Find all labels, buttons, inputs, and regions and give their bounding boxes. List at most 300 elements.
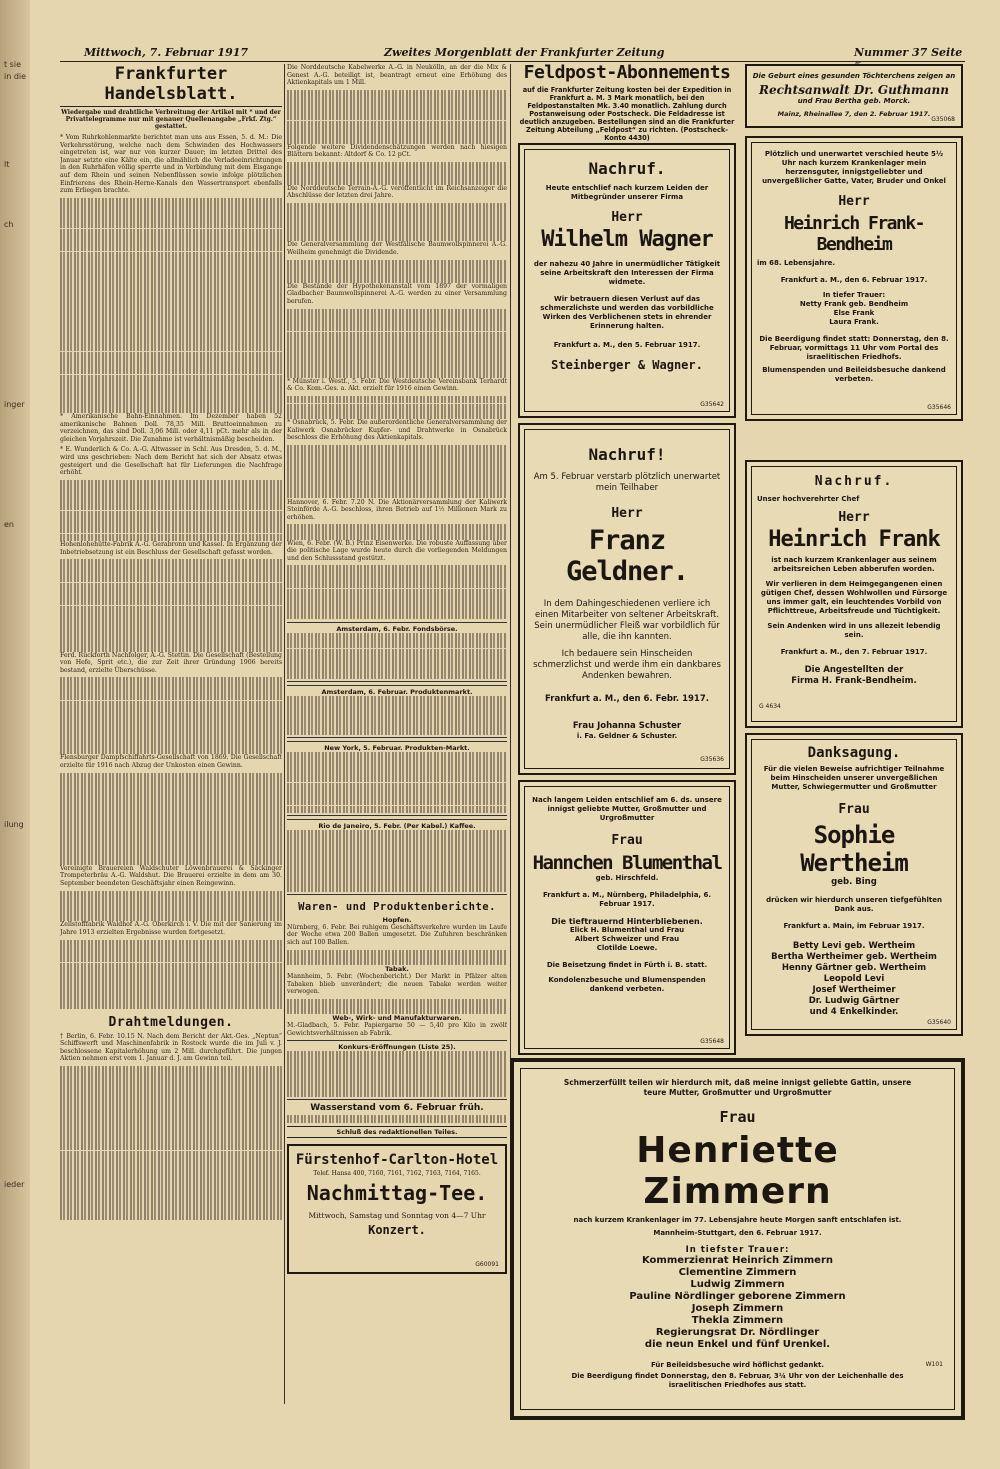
table-lines — [287, 712, 507, 720]
table-lines — [287, 641, 507, 649]
schluss-redaktion: Schluß des redaktionellen Teiles. — [287, 1126, 507, 1138]
guthmann-place: Mainz, Rheinallee 7, den 2. Februar 1917. — [777, 110, 931, 118]
table-lines — [287, 1067, 507, 1075]
article-kabelwerke: Die Norddeutsche Kabelwerke A.-G. in Neukölln, an der die Mix & Genest A.-G. beteiligt ist, beantragt erneut eine Erhöhung des Aktienkapitals um 1 Mill. — [287, 64, 507, 87]
text-lines — [60, 503, 282, 511]
wasserstand-title: Wasserstand vom 6. Februar früh. — [310, 1103, 484, 1114]
table-lines — [287, 884, 507, 892]
zimmern-mourner: Thekla Zimmern — [691, 1315, 784, 1326]
text-lines — [287, 483, 507, 491]
ad-feldpost — [518, 62, 736, 142]
bendheim-funeral: Die Beerdigung findet statt: Donnerstag, den 8. Februar, vormittags 11 Uhr vom Portal des israelitischen Friedhofs. — [759, 335, 949, 361]
text-lines — [60, 511, 282, 519]
article-hannover: Hannover, 6. Febr. 7.20 N. Die Aktionärversammlung der Kaliwerk Steinförde A.-G. beschloss, ihren Betrieb auf 1½ Millionen Mark zu erhöhen. — [287, 498, 507, 521]
table-lines — [287, 1074, 507, 1082]
text-lines — [287, 589, 507, 597]
wagner-place: Frankfurt a. M., den 5. Februar 1917. — [553, 341, 701, 349]
table-title: Rio de Janeiro, 5. Febr. (Per Kabel.) Kaffee. — [318, 822, 476, 831]
text-lines — [60, 606, 282, 614]
table-lines — [287, 752, 507, 760]
zimmern-mourner: Regierungsrat Dr. Nördlinger — [655, 1327, 820, 1338]
geldner-place: Frankfurt a. M., den 6. Febr. 1917. — [545, 694, 709, 704]
table-lines — [287, 783, 507, 791]
article-terrain: Die Norddeutsche Terrain-A.-G. veröffentlicht im Reichsanzeiger die Abschlüsse der letzten drei Jahre. — [287, 184, 507, 200]
frank-body2: Wir verlieren in dem Heimgegangenen einen gütigen Chef, dessen Wohlwollen und Fürsorge uns immer galt, ein leuchtendes Vorbild von Pflichttreue, Arbeitsfreude und Tüchtigkeit. — [760, 580, 948, 615]
wertheim-mourner: Dr. Ludwig Gärtner — [808, 996, 900, 1006]
text-lines — [287, 97, 507, 105]
bendheim-mourn-head: In tiefer Trauer: — [822, 291, 886, 299]
table-amsterdam-produkten — [287, 685, 507, 737]
header-date: Mittwoch, 7. Februar 1917 — [84, 46, 249, 59]
text-lines — [60, 375, 282, 383]
wagner-body: der nahezu 40 Jahre in unermüdlicher Tätigkeit seine Arbeitskraft den Interessen der Firma widmete. — [533, 260, 721, 286]
table-lines — [287, 869, 507, 877]
zimmern-ref: W101 — [925, 1361, 943, 1368]
text-lines — [60, 198, 282, 206]
text-lines — [287, 226, 507, 234]
guthmann-line1: Die Geburt eines gesunden Töchterchens zeigen an — [752, 72, 956, 80]
text-lines — [60, 629, 282, 637]
text-lines — [60, 559, 282, 567]
text-lines — [287, 339, 507, 347]
table-konkurs — [287, 1040, 507, 1100]
text-lines — [60, 236, 282, 244]
text-lines — [60, 313, 282, 321]
text-lines — [287, 121, 507, 129]
wagner-intro: Heute entschlief nach kurzem Leiden der Mitbegründer unserer Firma — [545, 184, 709, 201]
guthmann-name: Rechtsanwalt Dr. Guthmann — [759, 83, 949, 97]
text-lines — [287, 316, 507, 324]
text-lines — [60, 205, 282, 213]
table-lines — [287, 759, 507, 767]
text-lines — [60, 677, 282, 685]
column-handelsblatt — [60, 64, 282, 1404]
article-osnabrueck: * Osnabrück, 5. Febr. Die außerordentliche Generalversammlung der Kaliwerk Osnabrücker Kupfer- und Drahtwerke in Osnabrück beschloss die Erhöhung des Aktienkapitals. — [287, 418, 507, 442]
text-lines — [60, 842, 282, 850]
bendheim-mourner: Netty Frank geb. Bendheim — [799, 300, 909, 308]
text-lines — [287, 370, 507, 378]
masthead-note: Wiedergabe und drahtliche Verbreitung der Artikel mit * und der Privattelegramme nur mit genauer Quellenangabe „Frkf. Ztg.“ gestattet. — [61, 109, 281, 130]
text-lines — [60, 940, 282, 948]
text-lines — [60, 914, 282, 922]
text-lines — [287, 362, 507, 370]
text-lines — [60, 1151, 282, 1159]
text-lines — [287, 596, 507, 604]
text-lines — [60, 1112, 282, 1120]
ad-ref: G60091 — [475, 1260, 499, 1268]
text-lines — [60, 724, 282, 732]
text-lines — [60, 739, 282, 747]
wertheim-mourner: Josef Wertheimer — [812, 985, 896, 995]
wertheim-body: drücken wir hierdurch unseren tiefgefühlten Dank aus. — [766, 896, 942, 913]
article-ruhrkohle: * Vom Ruhrkohlenmarkte berichtet man uns aus Essen, 5. d. M.: Die Verkehrsstörung, welche nach dem Schwinden des Hochwassers eingetreten ist, war nur von kurzer Dauer; im letzten Drittel des Januar setzte eine Kälte ein, die allmählich die Verladeeinrichtungen in den Ruhrhäfen völlig sperrte und in Verbindung mit dem Eisgange auf dem Rhein und seinen Nebenflüssen sowie infolge plötzlichen Einfrierens des Rhein-Herne-Kanals den Wassertransport ebenfalls zum Erliegen brachte. — [60, 134, 282, 195]
text-lines — [60, 1001, 282, 1009]
wertheim-mourner: Betty Levi geb. Wertheim — [792, 941, 916, 951]
text-lines — [60, 567, 282, 575]
geldner-body: In dem Dahingeschiedenen verliere ich einen Mitarbeiter von seltener Arbeitskraft. Sein unermüdlicher Fleiß war vorbildlich für alle, die ihn kannten. — [534, 599, 720, 642]
table-lines — [287, 664, 507, 672]
edge-text: in die — [4, 72, 27, 81]
sub-tabak: Tabak. — [385, 964, 409, 973]
text-lines — [60, 259, 282, 267]
bendheim-herr: Herr — [838, 194, 870, 209]
table-lines — [287, 876, 507, 884]
edge-text: inger — [4, 400, 25, 409]
text-lines — [60, 344, 282, 352]
text-lines — [60, 213, 282, 221]
notice-wertheim-danksagung — [745, 733, 963, 1036]
ad-tea-heading: Nachmittag-Tee. — [306, 1180, 488, 1205]
text-lines — [60, 834, 282, 842]
text-lines — [60, 1104, 282, 1112]
table-lines — [287, 830, 507, 838]
article-berlin: † Berlin, 6. Febr. 10.15 N. Nach dem Bericht der Akt.-Ges. „Neptun“ Schiffswerft und Maschinenfabrik in Rostock wurde die im Juli v. J. beschlossene Kapitalerhöhung um 2 Mill. durchgeführt. Die jungen Aktien nehmen erst vom 1. Januar d. J. am Gewinn teil. — [60, 1032, 282, 1063]
text-lines — [60, 321, 282, 329]
wertheim-mourner: und 4 Enkelkinder. — [809, 1007, 899, 1017]
text-lines — [287, 581, 507, 589]
text-lines — [287, 162, 507, 170]
text-lines — [60, 382, 282, 390]
text-lines — [287, 1006, 507, 1014]
zimmern-funeral: Die Beerdigung findet Donnerstag, den 8. Februar, 3¼ Uhr von der Leichenhalle des israelitischen Friedhofes aus statt. — [571, 1372, 904, 1389]
zimmern-mourner: Pauline Nördlinger geborene Zimmern — [629, 1291, 846, 1302]
text-lines — [60, 298, 282, 306]
text-lines — [287, 396, 507, 404]
text-lines — [60, 1089, 282, 1097]
wertheim-nee: geb. Bing — [831, 877, 877, 887]
text-lines — [60, 906, 282, 914]
table-lines — [287, 727, 507, 735]
text-lines — [60, 487, 282, 495]
wagner-head: Nachruf. — [588, 159, 666, 178]
text-lines — [60, 708, 282, 716]
text-lines — [60, 1135, 282, 1143]
table-lines — [287, 1059, 507, 1067]
table-lines — [287, 649, 507, 657]
text-lines — [287, 260, 507, 268]
text-lines — [60, 336, 282, 344]
blumenthal-funeral: Die Beisetzung findet in Fürth i. B. statt. — [546, 961, 708, 969]
text-lines — [60, 252, 282, 260]
table-lines — [287, 656, 507, 664]
text-lines — [287, 460, 507, 468]
wagner-name: Wilhelm Wagner — [541, 227, 713, 252]
wagner-herr: Herr — [611, 210, 643, 225]
text-lines — [60, 229, 282, 237]
text-lines — [287, 203, 507, 211]
ad-hotel-name: Fürstenhof-Carlton-Hotel — [295, 1151, 499, 1168]
text-lines — [60, 636, 282, 644]
zimmern-body: nach kurzem Krankenlager im 77. Lebensjahre heute Morgen sanft entschlafen ist. — [573, 1216, 902, 1224]
wagner-body2: Wir betrauern diesen Verlust auf das schmerzlichste und werden das vorbildliche Wirken des Verblichenen stets in ehrender Erinnerung halten. — [540, 295, 714, 330]
text-lines — [60, 826, 282, 834]
zimmern-name: Henriette Zimmern — [636, 1130, 839, 1212]
article-muenster: * Münster i. Westf., 5. Febr. Die Westdeutsche Vereinsbank Terhardt & Co. Kom.-Ges. a. Akt. erzielt für 1916 einen Gewinn. — [287, 377, 507, 393]
text-lines — [60, 1212, 282, 1220]
text-lines — [287, 324, 507, 332]
wertheim-frau: Frau — [838, 802, 870, 817]
text-lines — [60, 1127, 282, 1135]
text-lines — [60, 891, 282, 899]
text-lines — [60, 367, 282, 375]
article-dividenden: Folgende weitere Dividendenschätzungen werden nach hiesigen Blättern bekannt: Altdorf & Co. 12 pCt. — [287, 143, 507, 159]
wagner-ref: G35642 — [700, 401, 724, 408]
text-lines — [60, 583, 282, 591]
text-lines — [60, 1181, 282, 1189]
text-lines — [60, 1174, 282, 1182]
text-lines — [287, 355, 507, 363]
text-lines — [60, 359, 282, 367]
text-lines — [60, 244, 282, 252]
table-lines — [287, 767, 507, 775]
text-lines — [60, 970, 282, 978]
ad-phone: Telef. Hansa 400, 7160, 7161, 7162, 7163, 7164, 7165. — [313, 1169, 481, 1177]
text-lines — [287, 491, 507, 499]
text-lines — [60, 993, 282, 1001]
obituary-frank-bendheim — [745, 136, 963, 421]
geldner-intro: Am 5. Februar verstarb plötzlich unerwartet mein Teilhaber — [533, 472, 721, 493]
blumenthal-place: Frankfurt a. M., Nürnberg, Philadelphia, 6. Februar 1917. — [542, 891, 712, 908]
section-drahtmeldungen: Drahtmeldungen. — [108, 1014, 234, 1030]
table-title: Konkurs-Eröffnungen (Liste 25). — [338, 1043, 456, 1052]
edge-text: ieder — [4, 1180, 25, 1189]
zimmern-mourn: In tiefster Trauer: — [685, 1245, 790, 1255]
text-lines — [60, 955, 282, 963]
text-lines — [60, 390, 282, 398]
wertheim-name: Sophie Wertheim — [800, 821, 908, 877]
text-lines — [60, 526, 282, 534]
text-lines — [60, 986, 282, 994]
table-lines — [287, 775, 507, 783]
text-lines — [287, 1115, 507, 1123]
text-lines — [60, 1166, 282, 1174]
table-lines — [287, 704, 507, 712]
geldner-signer: Frau Johanna Schuster — [572, 721, 682, 731]
bendheim-flowers: Blumenspenden und Beileidsbesuche dankend verbeten. — [762, 366, 946, 383]
blumenthal-mourner: Elick H. Blumenthal und Frau — [569, 926, 685, 934]
bendheim-place: Frankfurt a. M., den 6. Februar 1917. — [780, 276, 928, 284]
text-lines — [287, 524, 507, 532]
text-lines — [287, 234, 507, 242]
edge-text: en — [4, 520, 14, 529]
frank-body3: Sein Andenken wird in uns allezeit lebendig sein. — [767, 622, 941, 639]
ad-konzert: Konzert. — [368, 1222, 426, 1237]
text-lines — [60, 575, 282, 583]
table-lines — [287, 806, 507, 814]
text-lines — [60, 534, 282, 542]
text-lines — [60, 1120, 282, 1128]
text-lines — [287, 267, 507, 275]
wertheim-intro: Für die vielen Beweise aufrichtiger Teilnahme beim Hinscheiden unserer unvergeßlichen Mutter, Schwiegermutter und Großmutter — [763, 765, 945, 791]
text-lines — [60, 819, 282, 827]
text-lines — [60, 803, 282, 811]
text-lines — [60, 1066, 282, 1074]
text-lines — [60, 685, 282, 693]
text-lines — [60, 1081, 282, 1089]
text-lines — [287, 950, 507, 958]
article-bahn-einnahmen: * Amerikanische Bahn-Einnahmen. Im Dezember haben 52 amerikanische Bahnen Doll. 78,35 Mill. Bruttoeinnahmen zu verzeichnen, das sind Doll. 3,06 Mill. oder 4,11 pCt. mehr als in der gleichen Vorjahrszeit. Die Zunahme ist verhältnismäßig bescheiden. — [60, 413, 282, 443]
edge-text: t sie — [4, 60, 21, 69]
text-lines — [60, 849, 282, 857]
text-lines — [287, 957, 507, 965]
text-lines — [60, 290, 282, 298]
table-lines — [287, 798, 507, 806]
text-lines — [60, 947, 282, 955]
text-lines — [287, 475, 507, 483]
ad-days: Mittwoch, Samstag und Sonntag von 4—7 Uhr — [308, 1210, 486, 1220]
zimmern-mourner: Kommerzienrat Heinrich Zimmern — [641, 1255, 834, 1266]
text-lines — [287, 211, 507, 219]
blumenthal-intro: Nach langem Leiden entschlief am 6. ds. unsere innigst geliebte Mutter, Großmutter und Urgroßmutter — [532, 796, 722, 822]
edge-text: ch — [4, 220, 14, 229]
article-hohenlohe: Hohenlohehütte-Fabrik A.-G. Gerabronn und Kassel. In Ergänzung der Inbetriebsetzung ist ein Beschluss der Gesellschaft gefasst worden. — [60, 541, 282, 556]
text-lines — [60, 780, 282, 788]
text-lines — [60, 590, 282, 598]
table-title: Amsterdam, 6. Februar. Produktenmarkt. — [321, 688, 473, 697]
text-lines — [60, 1189, 282, 1197]
text-lines — [287, 347, 507, 355]
text-lines — [287, 275, 507, 283]
obituary-wagner — [518, 143, 736, 418]
geldner-name: Franz Geldner. — [565, 525, 689, 587]
blumenthal-mourner: Clotilde Loewe. — [596, 944, 658, 952]
bendheim-age: im 68. Lebensjahre. — [757, 259, 836, 267]
geldner-body2: Ich bedauere sein Hinscheiden schmerzlichst und werde ihm ein dankbares Andenken bewahren. — [533, 649, 721, 681]
text-lines — [287, 612, 507, 620]
zimmern-place: Mannheim-Stuttgart, den 6. Februar 1917. — [653, 1229, 822, 1237]
zimmern-mourner: Ludwig Zimmern — [690, 1279, 785, 1290]
text-lines — [287, 604, 507, 612]
text-lines — [60, 352, 282, 360]
obituary-blumenthal — [518, 780, 736, 1055]
running-header — [84, 46, 964, 60]
bendheim-ref: G35646 — [927, 404, 951, 411]
text-lines — [60, 1204, 282, 1212]
bendheim-mourner: Else Frank — [833, 309, 875, 317]
ad-fuerstenhof — [287, 1144, 507, 1274]
notice-guthmann — [745, 64, 963, 128]
frank-firm: Firma H. Frank-Bendheim. — [791, 676, 917, 686]
text-lines — [60, 811, 282, 819]
table-rio-kaffee — [287, 819, 507, 895]
text-lines — [287, 169, 507, 177]
feldpost-body: auf die Frankfurter Zeitung kosten bei der Expedition in Frankfurt a. M. 3 Mark monatlich, bei den Feldpostanstalten Mk. 3.40 monatlich. Zahlung durch Postanweisung oder Postscheck. Die Feldadresse ist deutlich anzugeben. Bestellungen sind an die Frankfurter Zeitung Abteilung „Feldpost“ zu richten. (Postscheck-Konto 4430) — [519, 86, 735, 142]
geldner-herr: Herr — [611, 506, 643, 521]
table-title: New York, 5. Februar. Produkten-Markt. — [324, 743, 470, 752]
table-lines — [287, 861, 507, 869]
text-lines — [60, 518, 282, 526]
wertheim-mourner: Leopold Levi — [823, 974, 885, 984]
table-lines — [287, 633, 507, 641]
text-lines — [60, 1158, 282, 1166]
text-lines — [60, 613, 282, 621]
geldner-head: Nachruf! — [588, 445, 666, 464]
blumenthal-flowers: Kondolenzbesuche und Blumenspenden dankend verbeten. — [548, 976, 706, 993]
wertheim-head: Danksagung. — [807, 745, 901, 761]
table-new-york — [287, 741, 507, 817]
zimmern-mourner: die neun Enkel und fünf Urenkel. — [644, 1339, 831, 1350]
handelsblatt-masthead: Frankfurter Handelsblatt. — [60, 64, 282, 107]
table-lines — [287, 853, 507, 861]
guthmann-line3: und Frau Bertha geb. Morck. — [797, 97, 911, 105]
article-brauereien: Vereinigte Brauereien Waldschuter Löwenbrauerei & Säckinger Trompeterbräu A.-G. Waldshut. Die Brauerei erzielte in dem am 30. September beendeten Geschäftsjahr einen Reingewinn. — [60, 864, 282, 887]
table-lines — [287, 719, 507, 727]
blumenthal-ref: G35648 — [700, 1038, 724, 1045]
edge-text: lt — [4, 160, 10, 169]
frank-intro: Unser hochverehrter Chef — [757, 495, 860, 503]
text-lines — [60, 898, 282, 906]
edge-text: ilung — [4, 820, 24, 829]
text-lines — [287, 404, 507, 412]
text-lines — [287, 999, 507, 1007]
article-nuernberg: Nürnberg, 6. Febr. Bei ruhigem Geschäftsverkehre wurden im Laufe der Woche etwa 200 Ballen umgesetzt. Die Zufuhren beschränken sich auf 100 Ballen. — [287, 923, 507, 946]
text-lines — [287, 309, 507, 317]
text-lines — [60, 305, 282, 313]
text-lines — [60, 221, 282, 229]
article-flensburger: Flensburger Dampfschiffahrts-Gesellschaft von 1869. Die Gesellschaft erzielte für 1916 nach Abzug der Unkosten einen Gewinn. — [60, 754, 282, 769]
text-lines — [60, 1143, 282, 1151]
blumenthal-name: Hannchen Blumenthal — [532, 852, 722, 874]
guthmann-ref: G35068 — [931, 116, 955, 123]
header-page: Nummer 37 Seite — [854, 46, 963, 59]
table-lines — [287, 846, 507, 854]
geldner-firm: i. Fa. Geldner & Schuster. — [576, 732, 678, 740]
frank-name: Heinrich Frank — [768, 527, 940, 552]
blumenthal-nee: geb. Hirschfeld. — [595, 874, 659, 882]
zimmern-intro: Schmerzerfüllt teilen wir hierdurch mit, daß meine innigst geliebte Gattin, unsere teure Mutter, Großmutter und Urgroßmutter — [563, 1078, 912, 1097]
bendheim-mourner: Laura Frank. — [829, 318, 879, 326]
text-lines — [287, 332, 507, 340]
table-lines — [287, 1090, 507, 1098]
blumenthal-mourn: Die tieftrauernd Hinterbliebenen. — [551, 917, 703, 926]
wertheim-mourner: Bertha Wertheimer geb. Wertheim — [771, 952, 937, 962]
blumenthal-frau: Frau — [611, 833, 643, 848]
text-lines — [287, 218, 507, 226]
table-lines — [287, 838, 507, 846]
text-lines — [60, 275, 282, 283]
zimmern-mourner: Clementine Zimmern — [678, 1267, 797, 1278]
text-lines — [287, 532, 507, 540]
blumenthal-mourner: Albert Schweizer und Frau — [574, 935, 680, 943]
frank-ref: G 4634 — [759, 703, 781, 710]
bendheim-intro: Plötzlich und unerwartet verschied heute 5½ Uhr nach kurzem Krankenlager mein herzensguter, innigstgeliebter und unvergeßlicher Gatte, Vater, Bruder und Onkel — [762, 150, 946, 185]
text-lines — [60, 773, 282, 781]
sub-hopfen: Hopfen. — [382, 915, 412, 924]
geldner-ref: G35636 — [700, 756, 724, 763]
text-lines — [60, 398, 282, 406]
frank-place: Frankfurt a. M., den 7. Februar 1917. — [780, 648, 928, 656]
text-lines — [60, 598, 282, 606]
article-mannheim: Mannheim, 5. Febr. (Wochenbericht.) Der Markt in Pfälzer alten Tabaken blieb unverändert; die neuen Tabake werden weiter verwogen. — [287, 972, 507, 996]
feldpost-title: Feldpost-Abonnements — [523, 62, 731, 83]
wertheim-place: Frankfurt a. Main, im Februar 1917. — [783, 922, 925, 930]
zimmern-note: Für Beileidsbesuche wird höflichst gedankt. — [650, 1361, 825, 1369]
sub-web: Web-, Wirk- und Manufakturwaren. — [332, 1014, 462, 1023]
column-market-reports — [287, 64, 507, 1404]
text-lines — [60, 788, 282, 796]
bendheim-name: Heinrich Frank-Bendheim — [783, 213, 925, 255]
zimmern-mourner: Joseph Zimmern — [691, 1303, 784, 1314]
article-hypotheken: Die Bestände der Hypothekenanstalt vom 1897 der vormaligen Gladbacher Baumwollspinnerei A.-G. werden zu einer Versammlung berufen. — [287, 282, 507, 305]
table-lines — [287, 696, 507, 704]
table-title: Amsterdam, 6. Febr. Fondsbörse. — [336, 625, 458, 634]
text-lines — [60, 1097, 282, 1105]
text-lines — [60, 701, 282, 709]
text-lines — [60, 963, 282, 971]
text-lines — [60, 282, 282, 290]
article-wunderlich: * E. Wunderlich & Co. A.-G. Altwasser in Schl. Aus Dresden, 5. d. M., wird uns geschrieben: Nach dem Bericht hat sich der Absatz etwas gesteigert und die Gesellschaft hat für Lieferungen die Nachfrage erhöht. — [60, 446, 282, 477]
text-lines — [60, 267, 282, 275]
